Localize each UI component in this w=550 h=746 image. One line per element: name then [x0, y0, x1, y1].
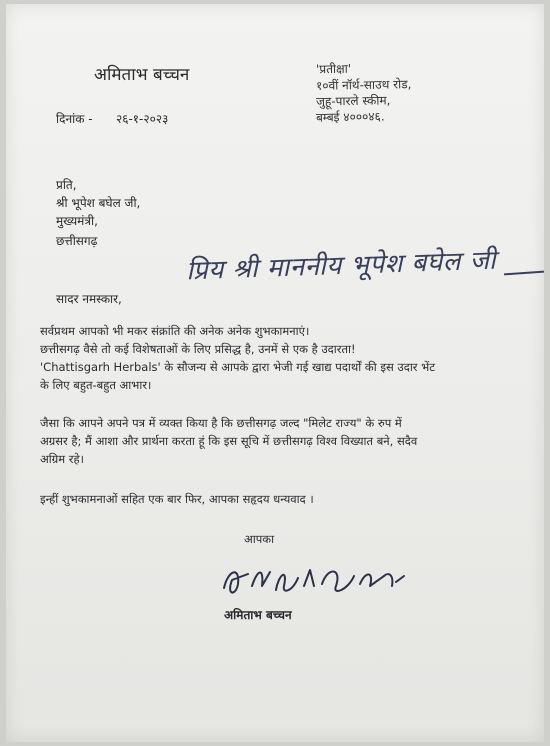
signature-image — [218, 556, 408, 604]
address-line-2: १०वीं नॉर्थ-साउथ रोड, — [315, 77, 412, 93]
recipient-line-4: छत्तीसगढ़ — [56, 234, 98, 248]
signature-printed-name: अमिताभ बच्चन — [224, 608, 292, 622]
date-label: दिनांक - — [56, 112, 93, 126]
date-value: २६-१-२०२३ — [116, 112, 169, 126]
body-line: अग्रिम रहे। — [40, 452, 84, 466]
greeting: सादर नमस्कार, — [56, 292, 122, 306]
handwritten-dash — [504, 271, 544, 276]
body-line: इन्हीं शुभकामनाओं सहित एक बार फिर, आपका सहृदय धन्यवाद । — [40, 492, 314, 506]
address-line-4: बम्बई ४०००४६. — [315, 109, 385, 125]
body-line: 'Chattisgarh Herbals' के सौजन्य से आपके द्वारा भेजी गई खाद्य पदार्थों की इस उदार भेंट — [40, 360, 436, 374]
letterhead-name: अमिताभ बच्चन — [94, 65, 190, 85]
recipient-line-2: श्री भूपेश बघेल जी, — [56, 196, 141, 210]
body-line: सर्वप्रथम आपको भी मकर संक्रांति की अनेक अनेक शुभकामनाएं। — [40, 324, 310, 338]
address-line-3: जुहू-पारले स्कीम, — [315, 93, 391, 109]
recipient-line-3: मुख्यमंत्री, — [56, 214, 98, 228]
body-line: छत्तीसगढ़ वैसे तो कई विशेषताओं के लिए प्रसिद्ध है, उनमें से एक है उदारता! — [40, 342, 356, 356]
body-line: अग्रसर है; मैं आशा और प्रार्थना करता हूं कि इस सूचि में छत्तीसगढ़ विश्व विख्यात बने, सदैव — [40, 434, 418, 448]
recipient-line-1: प्रति, — [56, 178, 77, 192]
body-line: जैसा कि आपने अपने पत्र में व्यक्त किया है कि छत्तीसगढ़ जल्द "मिलेट राज्य" के रुप में — [40, 416, 402, 430]
body-line: के लिए बहुत-बहुत आभार। — [40, 378, 152, 392]
address-line-1: 'प्रतीक्षा' — [315, 61, 352, 77]
letter-page — [6, 4, 544, 742]
closing: आपका — [244, 532, 275, 546]
handwritten-salutation: प्रिय श्री माननीय भूपेश बघेल जी — [185, 245, 497, 287]
